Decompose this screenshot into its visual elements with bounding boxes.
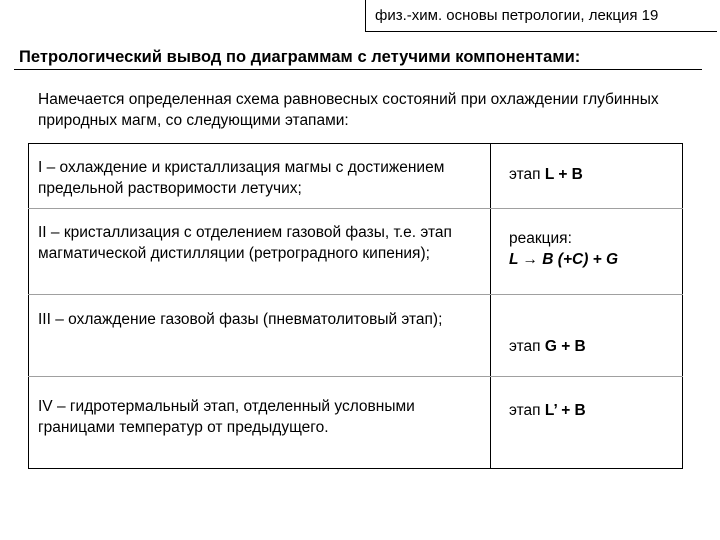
stage-cell-2: II – кристаллизация с отделением газовой фазы, т.е. этап магматической дистилляции (ретроградного кипения); (38, 224, 452, 262)
result-formula: L’ + B (544, 402, 586, 419)
lecture-header (365, 0, 717, 32)
result-prefix: этап (509, 402, 545, 419)
result-cell-2 (509, 228, 679, 270)
slide-title: Петрологический вывод по диаграммам с летучими компонентами: (19, 48, 581, 66)
row-divider (28, 208, 683, 209)
stage-cell-1: I – охлаждение и кристаллизация магмы с достижением предельной растворимости летучих; (38, 159, 445, 197)
result-prefix: этап (509, 338, 545, 355)
stage-cell-3: III – охлаждение газовой фазы (пневматолитовый этап); (38, 311, 443, 328)
result-prefix: этап (509, 166, 545, 183)
row-divider (28, 294, 683, 295)
result-cell-1 (509, 164, 679, 185)
result-formula: G + B (544, 338, 586, 355)
result-label: реакция: (509, 230, 572, 247)
stage-cell-4: IV – гидротермальный этап, отделенный условными границами температур от предыдущего. (38, 398, 415, 436)
result-formula: L → B (+C) + G (509, 251, 619, 268)
intro-paragraph: Намечается определенная схема равновесных состояний при охлаждении глубинных природных магм, со следующими этапами: (38, 91, 659, 129)
result-formula: L + B (544, 166, 583, 183)
result-cell-3 (509, 336, 679, 357)
title-underline (14, 69, 702, 70)
lecture-header-text: физ.-хим. основы петрологии, лекция 19 (375, 7, 659, 24)
column-divider (490, 143, 491, 469)
result-cell-4 (509, 400, 679, 421)
row-divider (28, 376, 683, 377)
